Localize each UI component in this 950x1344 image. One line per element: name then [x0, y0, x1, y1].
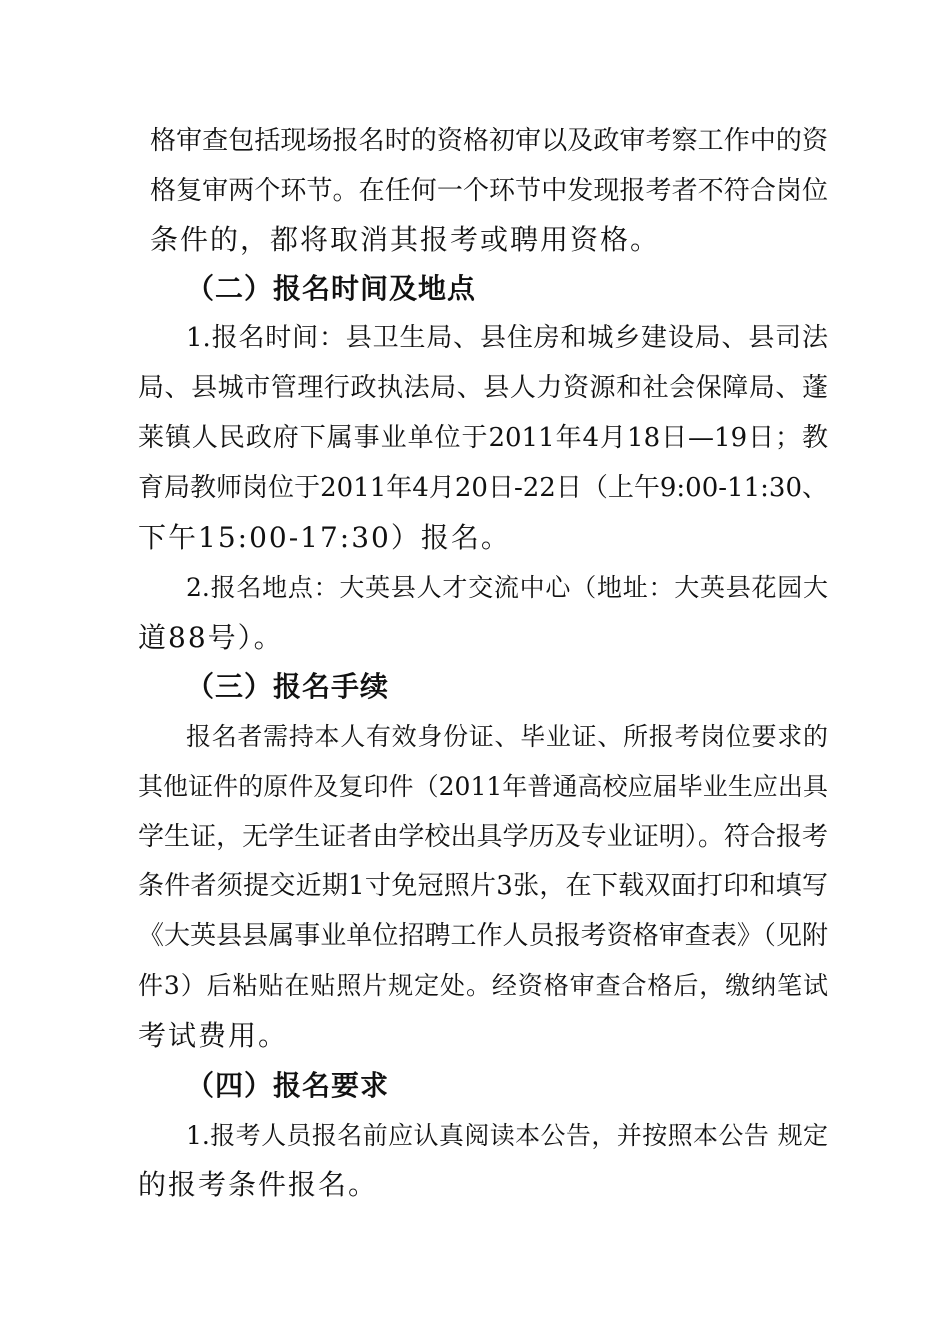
paragraph-line: 格审查包括现场报名时的资格初审以及政审考察工作中的资 — [150, 126, 828, 156]
paragraph-line: 道88号）。 — [138, 621, 284, 654]
paragraph-line: 1.报考人员报名前应认真阅读本公告，并按照本公告 规定 — [186, 1121, 828, 1150]
paragraph-line: 莱镇人民政府下属事业单位于2011年4月18日—19日；教 — [138, 423, 828, 453]
paragraph-line: 1.报名时间：县卫生局、县住房和城乡建设局、县司法 — [186, 323, 828, 353]
paragraph-line: 件3）后粘贴在贴照片规定处。经资格审查合格后，缴纳笔试 — [138, 971, 828, 1000]
paragraph-line: 学生证，无学生证者由学校出具学历及专业证明）。符合报考 — [138, 822, 828, 852]
paragraph-line: 条件的，都将取消其报考或聘用资格。 — [150, 223, 661, 256]
section-heading-registration-time-place: （二）报名时间及地点 — [186, 272, 477, 305]
paragraph-line: 考试费用。 — [138, 1019, 289, 1052]
paragraph-line: 《大英县县属事业单位招聘工作人员报考资格审查表》（见附 — [138, 921, 828, 951]
paragraph-line: 育局教师岗位于2011年4月20日-22日（上午9:00-11:30、 — [138, 473, 828, 503]
paragraph-line: 局、县城市管理行政执法局、县人力资源和社会保障局、蓬 — [138, 373, 828, 403]
paragraph-line: 下午15:00-17:30）报名。 — [138, 521, 511, 554]
paragraph-line: 格复审两个环节。在任何一个环节中发现报考者不符合岗位 — [150, 176, 828, 206]
paragraph-line: 其他证件的原件及复印件（2011年普通高校应届毕业生应出具 — [138, 772, 828, 801]
paragraph-line: 条件者须提交近期1寸免冠照片3张，在下载双面打印和填写 — [138, 871, 828, 901]
paragraph-line: 报名者需持本人有效身份证、毕业证、所报考岗位要求的 — [186, 722, 828, 751]
section-heading-registration-procedure: （三）报名手续 — [186, 670, 390, 703]
paragraph-line: 的报考条件报名。 — [138, 1168, 379, 1201]
paragraph-line: 2.报名地点：大英县人才交流中心（地址：大英县花园大 — [186, 573, 828, 602]
section-heading-registration-requirements: （四）报名要求 — [186, 1069, 390, 1102]
